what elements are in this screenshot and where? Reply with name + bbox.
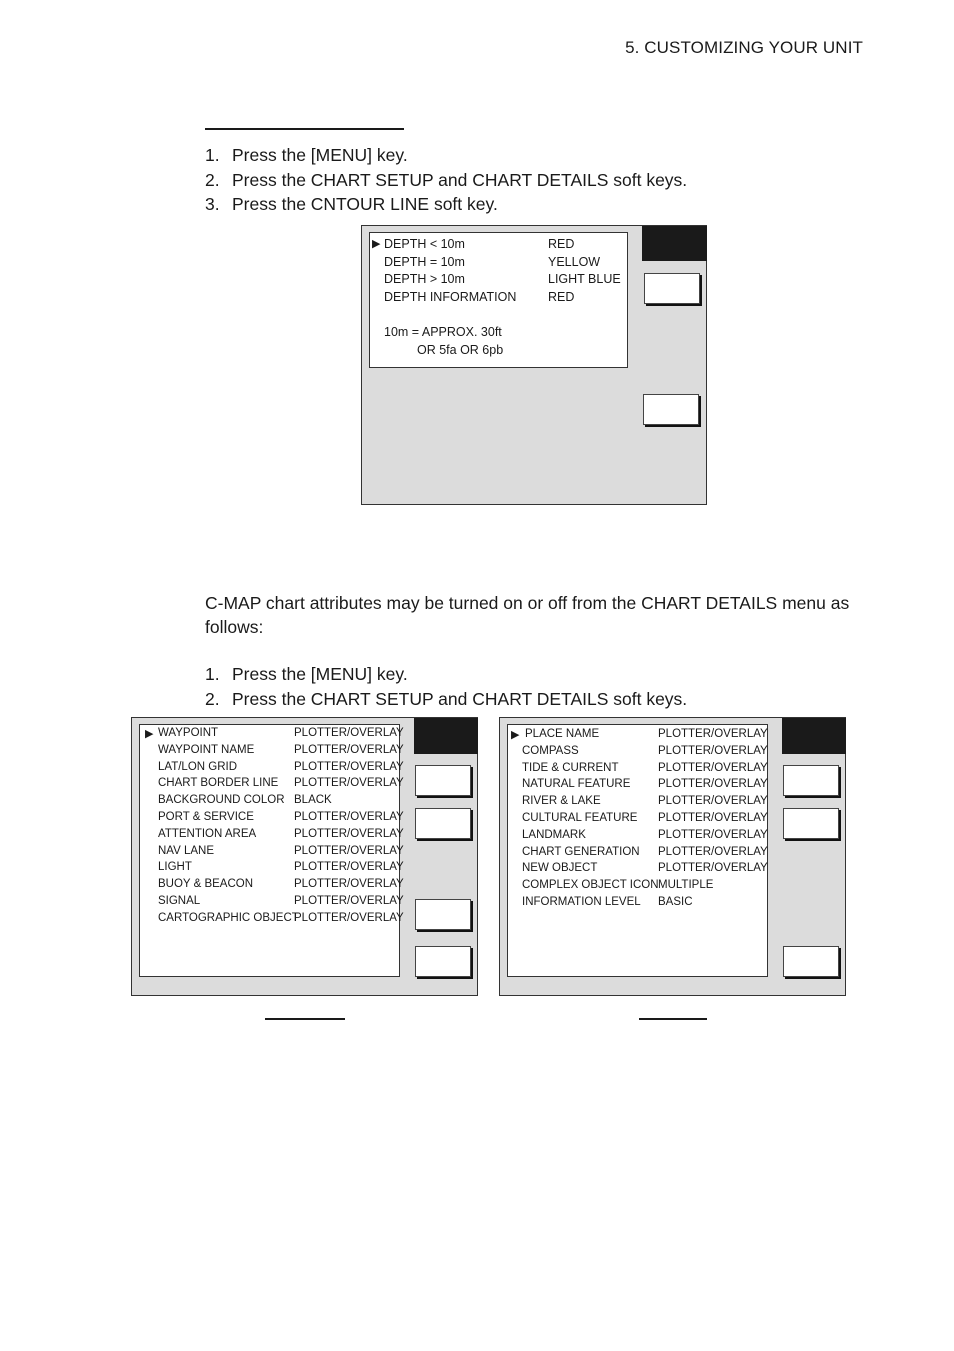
section2-intro: C-MAP chart attributes may be turned on or off from the CHART DETAILS menu as follows: [205, 593, 850, 637]
caption-rule-left [265, 1018, 345, 1020]
caption-rule-right [639, 1018, 707, 1020]
section-header: 5. CUSTOMIZING YOUR UNIT [625, 38, 863, 57]
section1-steps [205, 143, 687, 217]
cursor-arrow-icon: ▶ [511, 729, 520, 741]
chart-details-menu-box-2: ▶ PLACE NAME PLOTTER/OVERLAY COMPASS PLOTTER/OVERLAY TIDE & CURRENT PLOTTER/OVERLAY NATURAL FEATURE PLOTTER/OVERLAY RIVER & LAKE PLOTTER/OVERLAY CULTURAL FEATURE PLOTTER/OVERLAY LANDMARK PLOTTER/OVERLAY CHART GENERATION PLOTTER/OVERLAY NEW OBJECT PLOTTER/OVERLAY COMPLEX OBJECT ICON MULTIPLE INFORMATION LEVEL BASIC [507, 724, 768, 977]
depth-note-line1: 10m = APPROX. 30ft [384, 325, 502, 339]
menu-row-value: YELLOW [548, 254, 601, 269]
step-item: 1. Press the [MENU] key. [205, 145, 408, 165]
menu-row-label: DEPTH = 10m [384, 254, 465, 269]
menu-row-label: DEPTH INFORMATION [384, 290, 517, 304]
menu-row-label: DEPTH < 10m [384, 237, 465, 251]
softkey-title-block [642, 226, 707, 261]
contour-line-screen [361, 225, 707, 505]
menu-row[interactable] [370, 237, 627, 255]
menu-row-value: LIGHT BLUE [548, 272, 621, 286]
depth-note-line2: OR 5fa OR 6pb [417, 343, 504, 357]
section1-heading-rule [205, 128, 404, 130]
menu-row[interactable] [370, 272, 627, 290]
menu-row[interactable] [370, 255, 627, 273]
softkey-title-block [414, 718, 478, 754]
menu-row-label: DEPTH > 10m [384, 272, 465, 286]
chart-details-menu-box-1: ▶ WAYPOINT PLOTTER/OVERLAY WAYPOINT NAME PLOTTER/OVERLAY LAT/LON GRID PLOTTER/OVERLAY CHART BORDER LINE PLOTTER/OVERLAY BACKGROUND COLOR BLACK PORT & SERVICE PLOTTER/OVERLAY ATTENTION AREA PLOTTER/OVERLAY NAV LANE PLOTTER/OVERLAY LIGHT PLOTTER/OVERLAY BUOY & BEACON PLOTTER/OVERLAY SIGNAL PLOTTER/OVERLAY CARTOGRAPHIC OBJECT PLOTTER/OVERLAY [139, 724, 400, 977]
step-item: 3. Press the CNTOUR LINE soft key. [205, 194, 498, 214]
softkey-button[interactable] [783, 946, 839, 977]
chart-details-screen-2 [499, 717, 846, 996]
menu-row-value: RED [548, 290, 575, 304]
step-item: 2. Press the CHART SETUP and CHART DETAILS soft keys. [205, 688, 688, 709]
chart-details-screen-1 [131, 717, 478, 996]
step-item: 1. Press the [MENU] key. [205, 664, 408, 684]
softkey-button[interactable] [783, 765, 839, 796]
softkey-button[interactable] [783, 808, 839, 839]
contour-menu-box [369, 232, 628, 368]
section2-steps [205, 662, 687, 711]
softkey-button[interactable] [643, 394, 699, 425]
softkey-button[interactable] [644, 273, 700, 304]
step-item: 2. Press the CHART SETUP and CHART DETAILS soft keys. [205, 169, 688, 190]
menu-row-value: RED [548, 237, 575, 251]
softkey-button[interactable] [415, 765, 471, 796]
softkey-button[interactable] [415, 899, 471, 930]
softkey-title-block [782, 718, 846, 754]
softkey-button[interactable] [415, 808, 471, 839]
cursor-arrow-icon: ▶ [372, 238, 381, 250]
softkey-button[interactable] [415, 946, 471, 977]
menu-row[interactable] [370, 290, 627, 308]
cursor-arrow-icon: ▶ [145, 728, 154, 740]
